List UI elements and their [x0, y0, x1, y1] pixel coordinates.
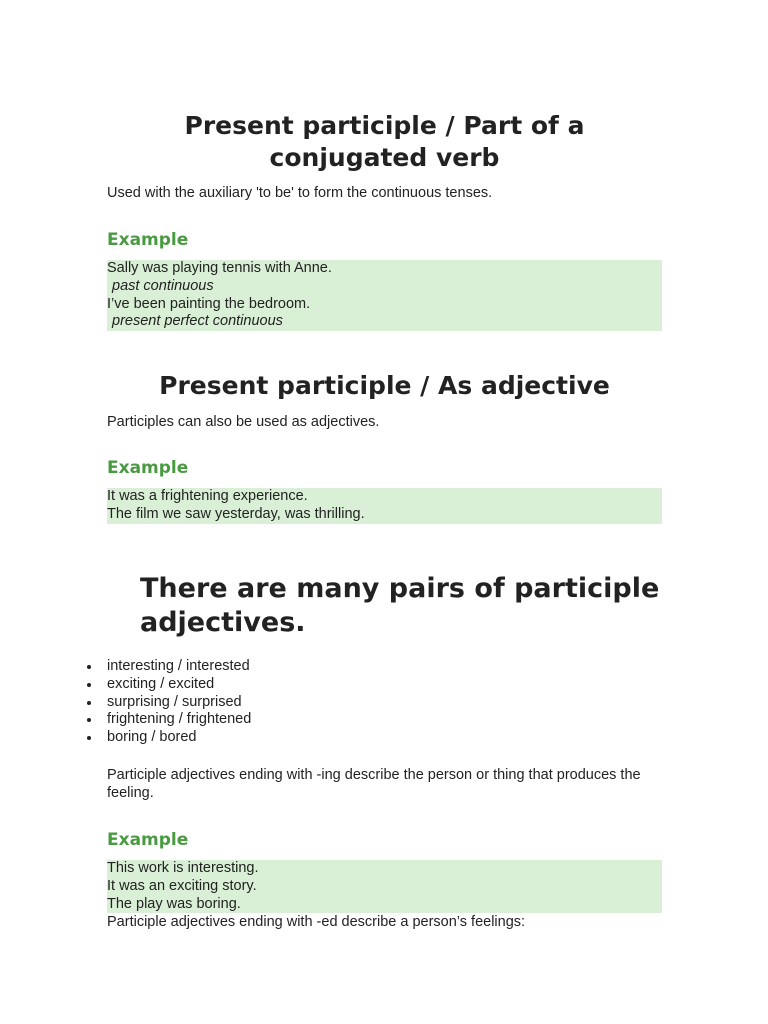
example-sentence: I’ve been painting the bedroom.: [107, 295, 311, 312]
example-sentence: This work is interesting.: [107, 860, 259, 876]
pair-text: surprising / surprised: [107, 693, 242, 710]
list-item: [107, 694, 251, 712]
list-item: [107, 729, 251, 747]
section-description: Participles can also be used as adjectives.: [107, 414, 380, 430]
section-description: Used with the auxiliary 'to be' to form the continuous tenses.: [107, 185, 493, 201]
example-sentence: It was a frightening experience.: [107, 488, 308, 504]
example-box: [107, 260, 662, 331]
tense-note: present perfect continuous: [112, 313, 283, 330]
list-item: [107, 658, 251, 676]
tense-note: past continuous: [112, 277, 214, 294]
example-heading: Example: [107, 230, 189, 250]
bullet-icon: [87, 665, 91, 669]
pair-text: boring / bored: [107, 729, 197, 746]
participle-pairs-list: [107, 658, 251, 747]
pair-text: frightening / frightened: [107, 711, 252, 728]
section-title-as-adjective: Present participle / As adjective: [159, 371, 610, 400]
example-heading: Example: [107, 458, 189, 478]
list-item: [107, 676, 251, 694]
example-box: [107, 488, 662, 524]
section-title-conjugated-verb: Present participle / Part of a conjugated verb: [184, 111, 585, 172]
section-title-participle-pairs: There are many pairs of participle adjectives.: [140, 573, 660, 638]
bullet-icon: [87, 701, 91, 705]
pair-text: exciting / excited: [107, 675, 215, 692]
example-sentence: The film we saw yesterday, was thrilling.: [107, 505, 365, 522]
example-box: [107, 860, 662, 913]
ed-description: Participle adjectives ending with -ed describe a person’s feelings:: [107, 914, 526, 930]
list-item: [107, 711, 251, 729]
example-heading: Example: [107, 830, 189, 850]
bullet-icon: [87, 736, 91, 740]
example-sentence: The play was boring.: [107, 895, 241, 912]
bullet-icon: [87, 683, 91, 687]
example-sentence: It was an exciting story.: [107, 877, 257, 894]
example-sentence: Sally was playing tennis with Anne.: [107, 260, 332, 276]
ing-description: Participle adjectives ending with -ing describe the person or thing that produces the feeling.: [107, 767, 641, 801]
bullet-icon: [87, 718, 91, 722]
pair-text: interesting / interested: [107, 658, 250, 674]
